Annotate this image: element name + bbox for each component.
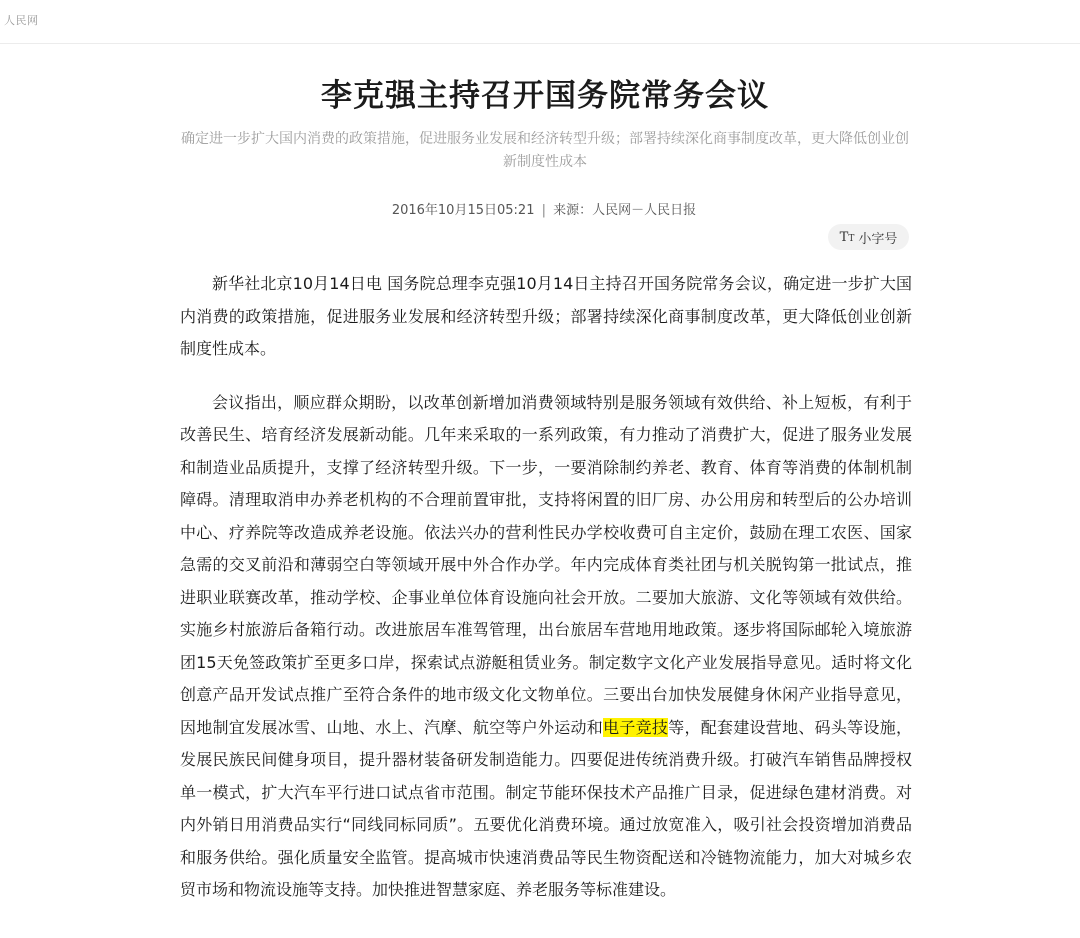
font-size-toggle-label: 小字号 <box>858 231 898 247</box>
font-size-toggle-button[interactable] <box>828 224 909 250</box>
font-size-icon: TT <box>839 229 855 245</box>
highlighted-term: 电子竞技 <box>603 717 669 737</box>
meta-separator: | <box>541 203 546 218</box>
publish-datetime: 2016年10月15日05:21 <box>391 203 535 218</box>
article-body <box>180 268 912 928</box>
top-bar <box>0 0 1080 44</box>
article-paragraph: 新华社北京10月14日电 国务院总理李克强10月14日主持召开国务院常务会议，确定进一步扩大国内消费的政策措施，促进服务业发展和经济转型升级；部署持续深化商事制度改革，更大降低创业创新制度性成本。 <box>180 274 912 358</box>
article-title: 李克强主持召开国务院常务会议 <box>321 78 769 114</box>
site-name[interactable]: 人民网 <box>4 14 39 27</box>
article-source: 来源：人民网－人民日报 <box>553 203 697 218</box>
article-paragraph <box>180 387 912 907</box>
article-meta <box>0 200 1080 222</box>
paragraph-text: 等，配套建设营地、码头等设施，发展民族民间健身项目，提升器材装备研发制造能力。四要促进传统消费升级。打破汽车销售品牌授权单一模式，扩大汽车平行进口试点省市范围。制定节能环保技术产品推广目录，促进绿色建材消费。对内外销日用消费品实行“同线同标同质”。五要优化消费环境。通过放宽准入，吸引社会投资增加消费品和服务供给。强化质量安全监管。提高城市快速消费品等民生物资配送和冷链物流能力，加大对城乡农贸市场和物流设施等支持。加快推进智慧家庭、养老服务等标准建设。 <box>180 717 912 899</box>
article-subtitle: 确定进一步扩大国内消费的政策措施，促进服务业发展和经济转型升级；部署持续深化商事制度改革，更大降低创业创新制度性成本 <box>181 131 909 170</box>
paragraph-text: 会议指出，顺应群众期盼，以改革创新增加消费领域特别是服务领域有效供给、补上短板，有利于改善民生、培育经济发展新动能。几年来采取的一系列政策，有力推动了消费扩大，促进了服务业发展和制造业品质提升，支撑了经济转型升级。下一步，一要消除制约养老、教育、体育等消费的体制机制障碍。清理取消申办养老机构的不合理前置审批，支持将闲置的旧厂房、办公用房和转型后的公办培训中心、疗养院等改造成养老设施。依法兴办的营利性民办学校收费可自主定价，鼓励在理工农医、国家急需的交叉前沿和薄弱空白等领域开展中外合作办学。年内完成体育类社团与机关脱钩第一批试点，推进职业联赛改革，推动学校、企事业单位体育设施向社会开放。二要加大旅游、文化等领域有效供给。实施乡村旅游后备箱行动。改进旅居车准驾管理，出台旅居车营地用地政策。逐步将国际邮轮入境旅游团15天免签政策扩至更多口岸，探索试点游艇租赁业务。制定数字文化产业发展指导意见。适时将文化创意产品开发试点推广至符合条件的地市级文化文物单位。三要出台加快发展健身休闲产业指导意见，因地制宜发展冰雪、山地、水上、汽摩、航空等户外运动和 <box>180 392 912 737</box>
